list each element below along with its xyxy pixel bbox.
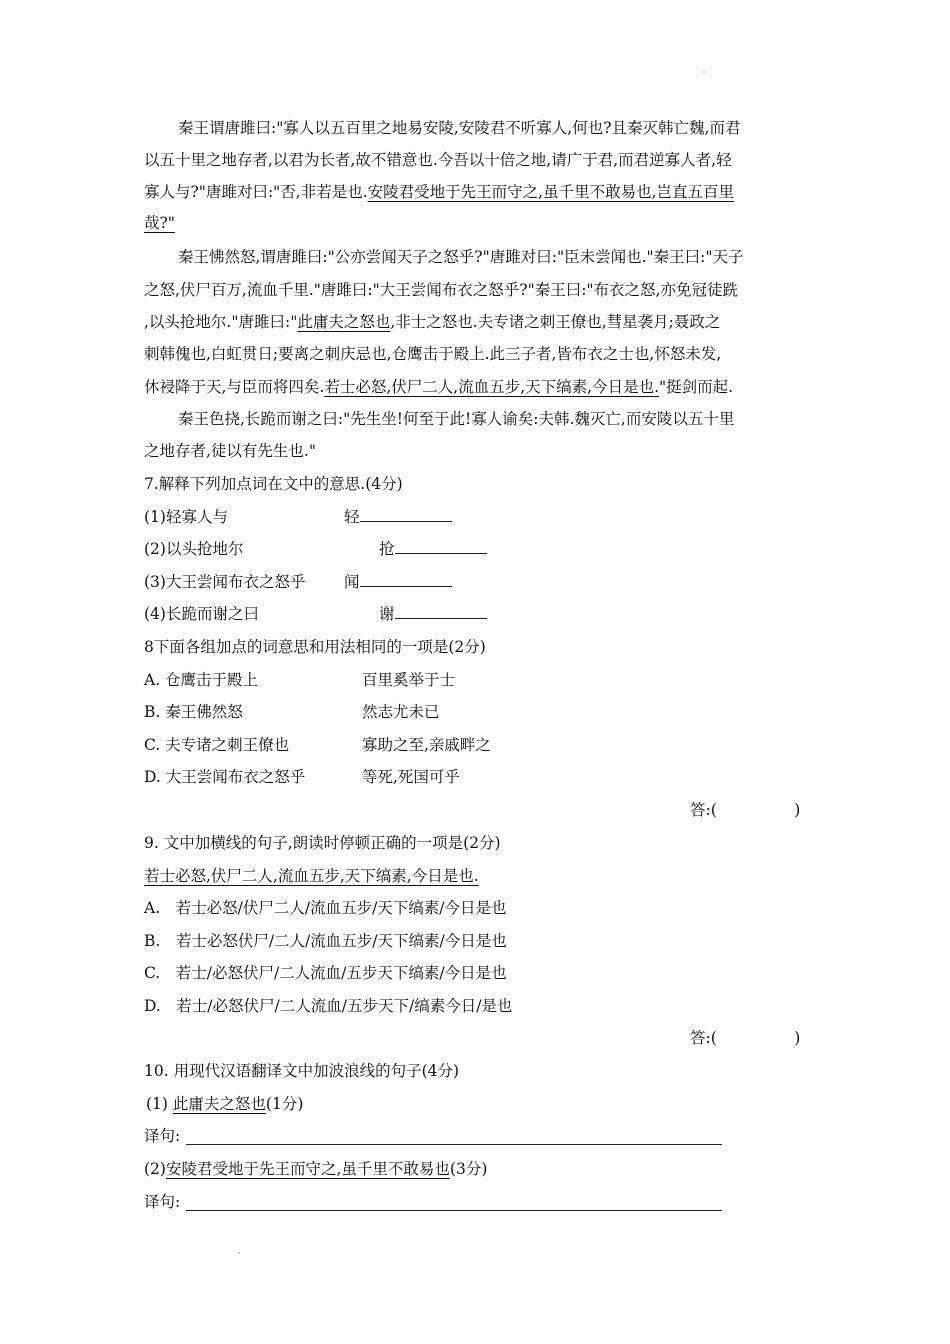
q8-option-c-left: C. 夫专诸之刺王僚也 [144,736,290,754]
passage-line: 秦王怫然怒,谓唐雎曰:"公亦尝闻天子之怒乎?"唐雎对曰:"臣未尝闻也."秦王曰:"天子 [178,248,744,266]
q7-word: 轻 [344,508,360,526]
underlined-phrase: 此庸夫之怒也 [172,1095,266,1113]
q8-option-d-right: 等死,死国可乎 [362,768,460,786]
q8-answer-slot[interactable]: 答:( ) [690,801,801,819]
q10-score: (3分) [449,1160,488,1178]
translation-label: 译句: [144,1127,181,1145]
passage-line [144,182,734,202]
answer-blank[interactable] [360,572,452,587]
q7-answer [344,572,452,592]
q8-title: 8下面各组加点的词意思和用法相同的一项是(2分) [144,638,486,656]
q9-answer-slot[interactable]: 答:( ) [690,1029,801,1047]
q9-sentence [144,866,479,886]
underlined-sentence: 若士必怒,伏尸二人,流血五步,天下缟素,今日是也. [144,867,479,885]
q10-title: 10. 用现代汉语翻译文中加波浪线的句子(4分) [144,1062,460,1080]
q7-item: (3)大王尝闻布衣之怒乎 [144,573,306,591]
q7-answer [344,507,452,527]
translation-line-2[interactable] [186,1209,722,1211]
answer-blank[interactable] [360,507,452,522]
underlined-sentence: 安陵君受地于先王而守之,虽千里不敢易也 [165,1160,450,1178]
scan-speck [238,1252,240,1254]
q7-item: (4)长跪而谢之曰 [144,605,259,623]
q9-option-c: C. 若士/必怒伏尸/二人流血/五步天下缟素/今日是也 [144,964,507,982]
passage-line [144,213,175,233]
scan-speck [703,71,705,73]
q7-word: 谢 [379,605,395,623]
passage-text: "挺剑而起. [659,378,734,396]
passage-line: 秦王色挠,长跪而谢之曰:"先生坐!何至于此!寡人谕矣:夫韩.魏灭亡,而安陵以五十里 [178,410,735,428]
q8-option-d-left: D. 大王尝闻布衣之怒乎 [144,768,306,786]
underlined-sentence: 若士必怒,伏尸二人,流血五步,天下缟素,今日是也. [324,378,659,396]
underlined-sentence-end: 哉?" [144,214,175,232]
passage-line: 秦王谓唐雎曰:"寡人以五百里之地易安陵,安陵君不听寡人,何也?且秦灭韩亡魏,而君 [178,119,741,137]
q7-item: (1)轻寡人与 [144,508,228,526]
underlined-phrase: 此庸夫之怒也 [297,313,391,331]
q7-word: 抢 [379,540,395,558]
passage-line: 刺韩傀也,白虹贯日;要离之刺庆忌也,仓鹰击于殿上.此三子者,皆布衣之士也,怀怒未发, [144,345,722,363]
q10-sentence-2 [144,1159,487,1179]
q8-option-c-right: 寡助之至,亲戚畔之 [362,736,491,754]
q9-option-a: A. 若士必怒/伏尸二人/流血五步/天下缟素/今日是也 [144,899,507,917]
q8-option-a-right: 百里奚举于士 [362,671,456,689]
passage-line [144,312,720,332]
answer-blank[interactable] [395,539,487,554]
q8-option-b-right: 然志尤未已 [362,703,440,721]
q7-item: (2)以头抢地尔 [144,540,244,558]
q7-title: 7.解释下列加点词在文中的意思.(4分) [144,475,403,493]
passage-line: 之怒,伏尸百万,流血千里."唐雎曰:"大王尝闻布衣之怒乎?"秦王曰:"布衣之怒,亦免冠徒跣 [144,281,738,299]
q8-option-b-left: B. 秦王佛然怒 [144,703,243,721]
passage-text: ,以头抢地尔."唐雎曰:" [144,313,298,331]
passage-text: ,非士之怒也.夫专诸之刺王僚也,彗星袭月;聂政之 [390,313,721,331]
translation-label: 译句: [144,1193,181,1211]
passage-text: 寡人与?"唐雎对曰:"否,非若是也. [144,183,368,201]
q9-option-d: D. 若士/必怒伏尸/二人流血/五步天下/缟素今日/是也 [144,997,513,1015]
underlined-sentence: 安陵君受地于先王而守之,虽千里不敢易也,岂直五百里 [367,183,735,201]
q7-answer [379,604,487,624]
passage-line: 之地存者,徒以有先生也." [144,442,316,460]
passage-text: 休祲降于天,与臣而将四矣. [144,378,325,396]
q10-prefix: (1) [146,1095,168,1113]
q9-title: 9. 文中加横线的句子,朗读时停顿正确的一项是(2分) [144,834,501,852]
translation-line-1[interactable] [186,1143,722,1145]
q9-option-b: B. 若士必怒伏尸/二人/流血五步/天下缟素/今日是也 [144,932,507,950]
q7-word: 闻 [344,573,360,591]
passage-line [144,377,733,397]
answer-blank[interactable] [395,604,487,619]
q8-option-a-left: A. 仓鹰击于殿上 [144,671,259,689]
passage-line: 以五十里之地存者,以君为长者,故不错意也.今吾以十倍之地,请广于君,而君逆寡人者,轻 [144,151,732,169]
q7-answer [379,539,487,559]
q10-prefix: (2) [144,1160,166,1178]
q10-score: (1分) [265,1095,304,1113]
q10-sentence-1 [146,1094,303,1114]
